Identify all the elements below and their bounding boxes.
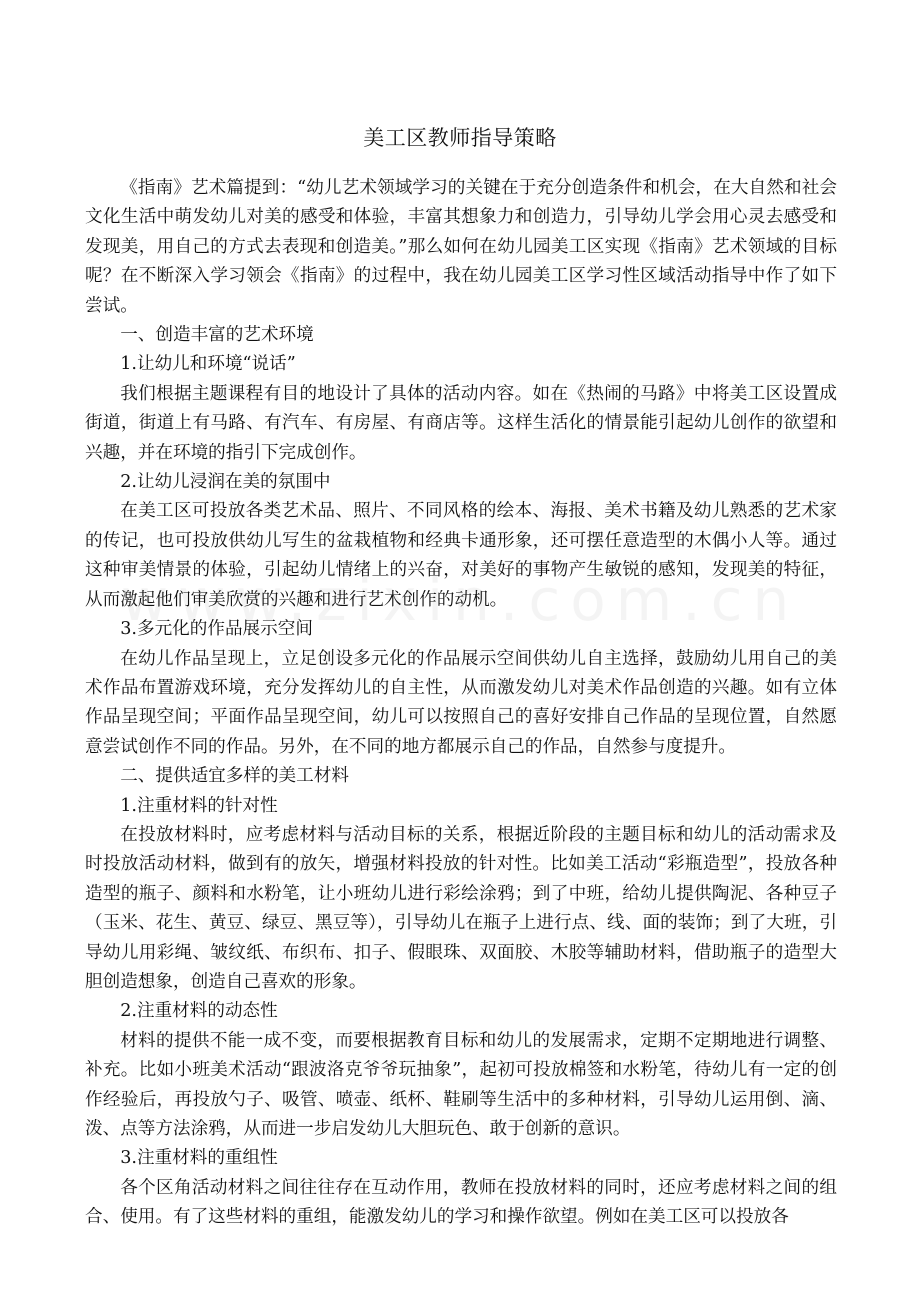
paragraph-2-3: 各个区角活动材料之间往往存在互动作用，教师在投放材料的同时，还应考虑材料之间的组合、使用。有了这些材料的重组，能激发幼儿的学习和操作欲望。例如在美工区可以投放各 xyxy=(85,1177,837,1228)
paragraph-1-2: 在美工区可投放各类艺术品、照片、不同风格的绘本、海报、美术书籍及幼儿熟悉的艺术家的传记，也可投放供幼儿写生的盆栽植物和经典卡通形象，还可摆任意造型的木偶小人等。通过这种审美情景的体验，引起幼儿情绪上的兴奋，对美好的事物产生敏锐的感知，发现美的特征，从而激起他们审美欣赏的兴趣和进行艺术创作的动机。 xyxy=(85,501,837,610)
subheading-1-3: 3.多元化的作品展示空间 xyxy=(120,619,313,640)
paragraph-1-1: 我们根据主题课程有目的地设计了具体的活动内容。如在《热闹的马路》中将美工区设置成街道，街道上有马路、有汽车、有房屋、有商店等。这样生活化的情景能引起幼儿创作的欲望和兴趣，并在环境的指引下完成创作。 xyxy=(85,383,837,463)
document-body xyxy=(85,174,837,1233)
paragraph-2-1: 在投放材料时，应考虑材料与活动目标的关系，根据近阶段的主题目标和幼儿的活动需求及时投放活动材料，做到有的放矢，增强材料投放的针对性。比如美工活动“彩瓶造型”，投放各种造型的瓶子、颜料和水粉笔，让小班幼儿进行彩绘涂鸦；到了中班，给幼儿提供陶泥、各种豆子（玉米、花生、黄豆、绿豆、黑豆等），引导幼儿在瓶子上进行点、线、面的装饰；到了大班，引导幼儿用彩绳、皱纹纸、布织布、扣子、假眼珠、双面胶、木胶等辅助材料，借助瓶子的造型大胆创造想象，创造自己喜欢的形象。 xyxy=(85,824,837,992)
subheading-2-1: 1.注重材料的针对性 xyxy=(120,795,278,816)
subheading-2-3: 3.注重材料的重组性 xyxy=(120,1148,278,1169)
heading-section-1: 一、创造丰富的艺术环境 xyxy=(120,325,314,346)
paragraph-2-2: 材料的提供不能一成不变，而要根据教育目标和幼儿的发展需求，定期不定期地进行调整、补充。比如小班美术活动“跟波洛克爷爷玩抽象”，起初可投放棉签和水粉笔，待幼儿有一定的创作经验后，再投放勺子、吸管、喷壶、纸杯、鞋刷等生活中的多种材料，引导幼儿运用倒、滴、泼、点等方法涂鸦，从而进一步启发幼儿大胆玩色、敢于创新的意识。 xyxy=(85,1030,837,1139)
subheading-2-2: 2.注重材料的动态性 xyxy=(120,1001,278,1022)
page-title: 美工区教师指导策略 xyxy=(363,126,557,150)
paragraph-1-3: 在幼儿作品呈现上，立足创设多元化的作品展示空间供幼儿自主选择，鼓励幼儿用自己的美术作品布置游戏环境，充分发挥幼儿的自主性，从而激发幼儿对美术作品创造的兴趣。如有立体作品呈现空间；平面作品呈现空间，幼儿可以按照自己的喜好安排自己作品的呈现位置，自然愿意尝试创作不同的作品。另外，在不同的地方都展示自己的作品，自然参与度提升。 xyxy=(85,648,837,757)
subheading-1-1: 1.让幼儿和环境“说话” xyxy=(120,354,296,375)
heading-section-2: 二、提供适宜多样的美工材料 xyxy=(120,766,349,787)
subheading-1-2: 2.让幼儿浸润在美的氛围中 xyxy=(120,472,331,493)
paragraph-intro: 《指南》艺术篇提到：“幼儿艺术领域学习的关键在于充分创造条件和机会，在大自然和社会文化生活中萌发幼儿对美的感受和体验，丰富其想象力和创造力，引导幼儿学会用心灵去感受和发现美，用自己的方式去表现和创造美。”那么如何在幼儿园美工区实现《指南》艺术领域的目标呢？在不断深入学习领会《指南》的过程中，我在幼儿园美工区学习性区域活动指导中作了如下尝试。 xyxy=(85,178,837,316)
